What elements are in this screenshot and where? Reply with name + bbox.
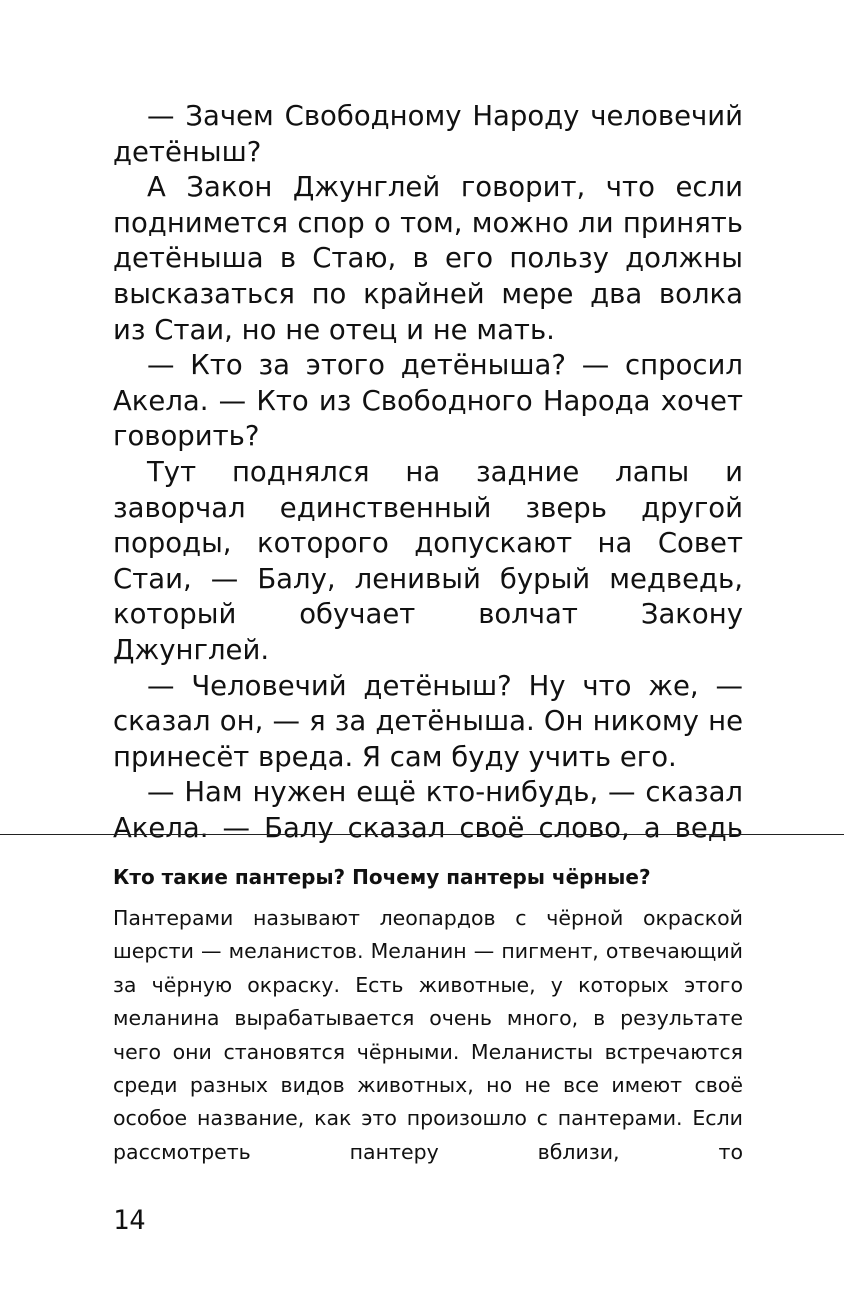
info-box (113, 862, 743, 1169)
section-divider (0, 834, 844, 835)
main-text (113, 99, 743, 846)
info-box-text: Пантерами называют леопардов с чёрной окраской шерсти — меланистов. Меланин — пигмент, отвечающий за чёрную окраску. Есть животные, у которых этого меланина вырабатывается очень много, в результате чего они становятся чёрными. Меланисты встречаются среди разных видов животных, но не все имеют своё особое название, как это произошло с пантерами. Если рассмотреть пантеру вблизи, то (113, 906, 743, 1164)
paragraph: А Закон Джунглей говорит, что если поднимется спор о том, можно ли принять детёныша в Стаю, в его пользу должны высказаться по крайней мере два волка из Стаи, но не отец и не мать. (113, 171, 743, 346)
page-number: 14 (113, 1205, 146, 1236)
paragraph: — Кто за этого детёныша? — спросил Акела. — Кто из Свободного Народа хочет говорить? (113, 349, 743, 453)
paragraph: — Зачем Свободному Народу человечий детёныш? (113, 100, 743, 168)
paragraph: — Нам нужен ещё кто-нибудь, — сказал Акела. — Балу сказал своё слово, а ведь (113, 776, 743, 844)
paragraph: Тут поднялся на задние лапы и заворчал единственный зверь другой породы, которого допускают на Совет Стаи, — Балу, ленивый бурый медведь, который обучает волчат Закону Джунглей. (113, 455, 743, 666)
paragraph: — Человечий детёныш? Ну что же, — сказал он, — я за детёныша. Он никому не принесёт вреда. Я сам буду учить его. (113, 669, 743, 773)
info-box-heading: Кто такие пантеры? Почему пантеры чёрные? (113, 865, 651, 889)
